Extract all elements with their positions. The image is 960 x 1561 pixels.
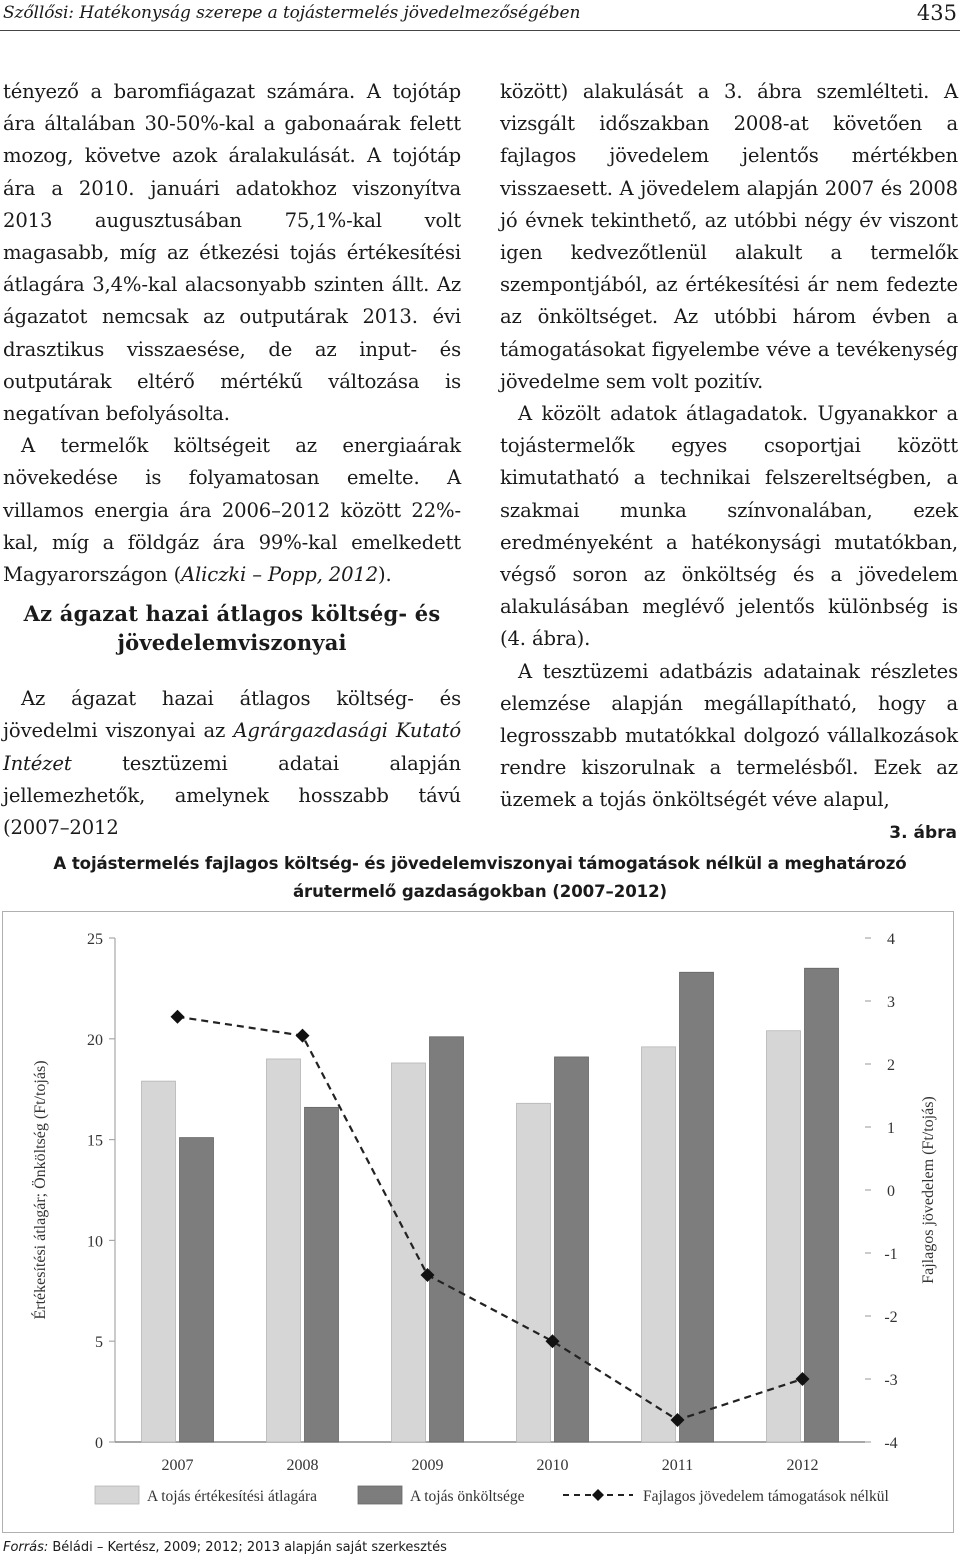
bar-sales-price bbox=[142, 1081, 176, 1442]
left-paragraph-2-text: A termelők költségeit az energiaárak növekedése is folyamatosan emelte. A villamos energia ára 2006–2012 között 22%-kal, míg a földgáz ára 99%-kal emelkedett Magyarországon ( bbox=[3, 434, 461, 587]
right-paragraph-1: között) alakulását a 3. ábra szemlélteti. A vizsgált időszakban 2008-at követően a fajlagos jövedelem jelentős mértékben visszaesett. A jövedelem alapján 2007 és 2008 jó évnek tekinthető, az utóbbi négy év viszont igen kedvezőtlenül alakult a termelők szempontjából, az értékesítési ár nem fedezte az önköltséget. Az utóbbi három évben a támogatásokat figyelembe véve a tevékenység jövedelme sem volt pozitív. bbox=[500, 80, 958, 393]
income-point bbox=[296, 1029, 310, 1043]
page-header bbox=[0, 0, 960, 31]
left-column bbox=[3, 76, 461, 844]
bar-unit-cost bbox=[430, 1037, 464, 1442]
page-number: 435 bbox=[916, 1, 957, 25]
figure-source bbox=[3, 1540, 447, 1555]
figure-number: 3. ábra bbox=[889, 823, 957, 843]
bar-sales-price bbox=[642, 1047, 676, 1442]
legend-label-income: Fajlagos jövedelem támogatások nélkül bbox=[643, 1488, 889, 1505]
combo-chart bbox=[3, 912, 953, 1532]
y-tick-label-right: -2 bbox=[884, 1309, 898, 1326]
x-tick-label: 2008 bbox=[286, 1457, 319, 1474]
bar-unit-cost bbox=[680, 972, 714, 1442]
left-paragraph-3-text: Az ágazat hazai átlagos költség- és jövedelmi viszonyai az bbox=[3, 687, 461, 743]
left-paragraph-3-end: tesztüzemi adatai alapján jellemezhetők, amelynek hosszabb távú (2007–2012 bbox=[3, 751, 461, 840]
left-paragraph-2-end: ). bbox=[378, 563, 392, 587]
source-text: Béládi – Kertész, 2009; 2012; 2013 alapján saját szerkesztés bbox=[48, 1540, 447, 1555]
y-tick-label-left: 0 bbox=[95, 1435, 103, 1452]
x-tick-label: 2011 bbox=[661, 1457, 694, 1474]
section-heading: Az ágazat hazai átlagos költség- és jövedelemviszonyai bbox=[23, 601, 441, 656]
y-tick-label-right: -3 bbox=[884, 1372, 898, 1389]
y-tick-label-right: 4 bbox=[887, 931, 895, 948]
source-label: Forrás: bbox=[3, 1540, 49, 1555]
y-tick-label-right: 2 bbox=[887, 1057, 895, 1074]
running-title: Szőllősi: Hatékonyság szerepe a tojástermelés jövedelmezőségében bbox=[3, 3, 581, 23]
y-tick-label-left: 20 bbox=[87, 1031, 103, 1049]
y-tick-label-left: 5 bbox=[95, 1334, 103, 1352]
legend-marker-income bbox=[592, 1489, 604, 1501]
y-axis-title-right: Fajlagos jövedelem (Ft/tojás) bbox=[920, 1096, 937, 1284]
right-paragraph-2: A közölt adatok átlagadatok. Ugyanakkor a tojástermelők egyes csoportjai között kimutatható a technikai felszereltségben, a szakmai munka színvonalában, ezek eredményeként a hatékonysági mutatókban, végső soron az önköltség és a jövedelem alakulásában meglévő jelentős különbség is (4. ábra). bbox=[500, 402, 958, 651]
y-tick-label-right: 0 bbox=[887, 1183, 895, 1200]
left-paragraph-1: tényező a baromfiágazat számára. A tojótáp ára általában 30-50%-kal a gabonaárak felett mozog, követve azok áralakulását. A tojótáp ára a 2010. januári adatokhoz viszonyítva 2013 augusztusában 75,1%-kal volt magasabb, míg az étkezési tojás értékesítési átlagára 3,4%-kal alacsonyabb szinten állt. Az ágazatot nemcsak az outputárak 2013. évi drasztikus visszaesése, de az input- és outputárak eltérő mértékű változása is negatívan befolyásolta. bbox=[3, 80, 461, 426]
y-tick-label-right: -1 bbox=[884, 1246, 898, 1263]
figure-caption: A tojástermelés fajlagos költség- és jövedelemviszonyai támogatások nélkül a meghatározó árutermelő gazdaságokban (2007–2012) bbox=[53, 854, 907, 901]
legend-label-unit-cost: A tojás önköltsége bbox=[410, 1488, 525, 1505]
x-tick-label: 2009 bbox=[411, 1457, 444, 1474]
bar-sales-price bbox=[392, 1063, 426, 1442]
bar-unit-cost bbox=[180, 1138, 214, 1442]
x-tick-label: 2007 bbox=[161, 1457, 194, 1474]
chart-frame bbox=[2, 911, 954, 1533]
x-tick-label: 2012 bbox=[786, 1457, 819, 1474]
y-axis-title-left: Értékesítési átlagár; Önköltség (Ft/tojás) bbox=[32, 1060, 49, 1320]
y-tick-label-left: 25 bbox=[87, 931, 103, 948]
legend-swatch-sales-price bbox=[95, 1486, 139, 1504]
y-tick-label-left: 10 bbox=[87, 1233, 103, 1251]
y-tick-label-right: 1 bbox=[887, 1120, 895, 1137]
bar-sales-price bbox=[517, 1103, 551, 1442]
right-column bbox=[500, 76, 958, 817]
legend-swatch-unit-cost bbox=[358, 1486, 402, 1504]
income-point bbox=[171, 1010, 185, 1024]
citation-aliczki-popp: Aliczki – Popp, 2012 bbox=[181, 563, 379, 587]
y-tick-label-right: -4 bbox=[884, 1435, 898, 1452]
institute-name: Agrárgazdasági Kutató Intézet bbox=[3, 719, 461, 775]
bar-unit-cost bbox=[805, 968, 839, 1442]
bar-sales-price bbox=[267, 1059, 301, 1442]
left-paragraph-3 bbox=[3, 683, 461, 844]
bar-unit-cost bbox=[305, 1107, 339, 1442]
left-paragraph-2 bbox=[3, 430, 461, 591]
bar-unit-cost bbox=[555, 1057, 589, 1442]
right-paragraph-3: A tesztüzemi adatbázis adatainak részletes elemzése alapján megállapítható, hogy a legrosszabb mutatókkal dolgozó vállalkozások rendre kiszorulnak a termelésből. Ezek az üzemek a tojás önköltségét véve alapul, bbox=[500, 659, 958, 812]
y-tick-label-left: 15 bbox=[87, 1132, 103, 1150]
y-tick-label-right: 3 bbox=[887, 994, 895, 1011]
legend-label-sales-price: A tojás értékesítési átlagára bbox=[147, 1488, 318, 1505]
x-tick-label: 2010 bbox=[536, 1457, 569, 1474]
